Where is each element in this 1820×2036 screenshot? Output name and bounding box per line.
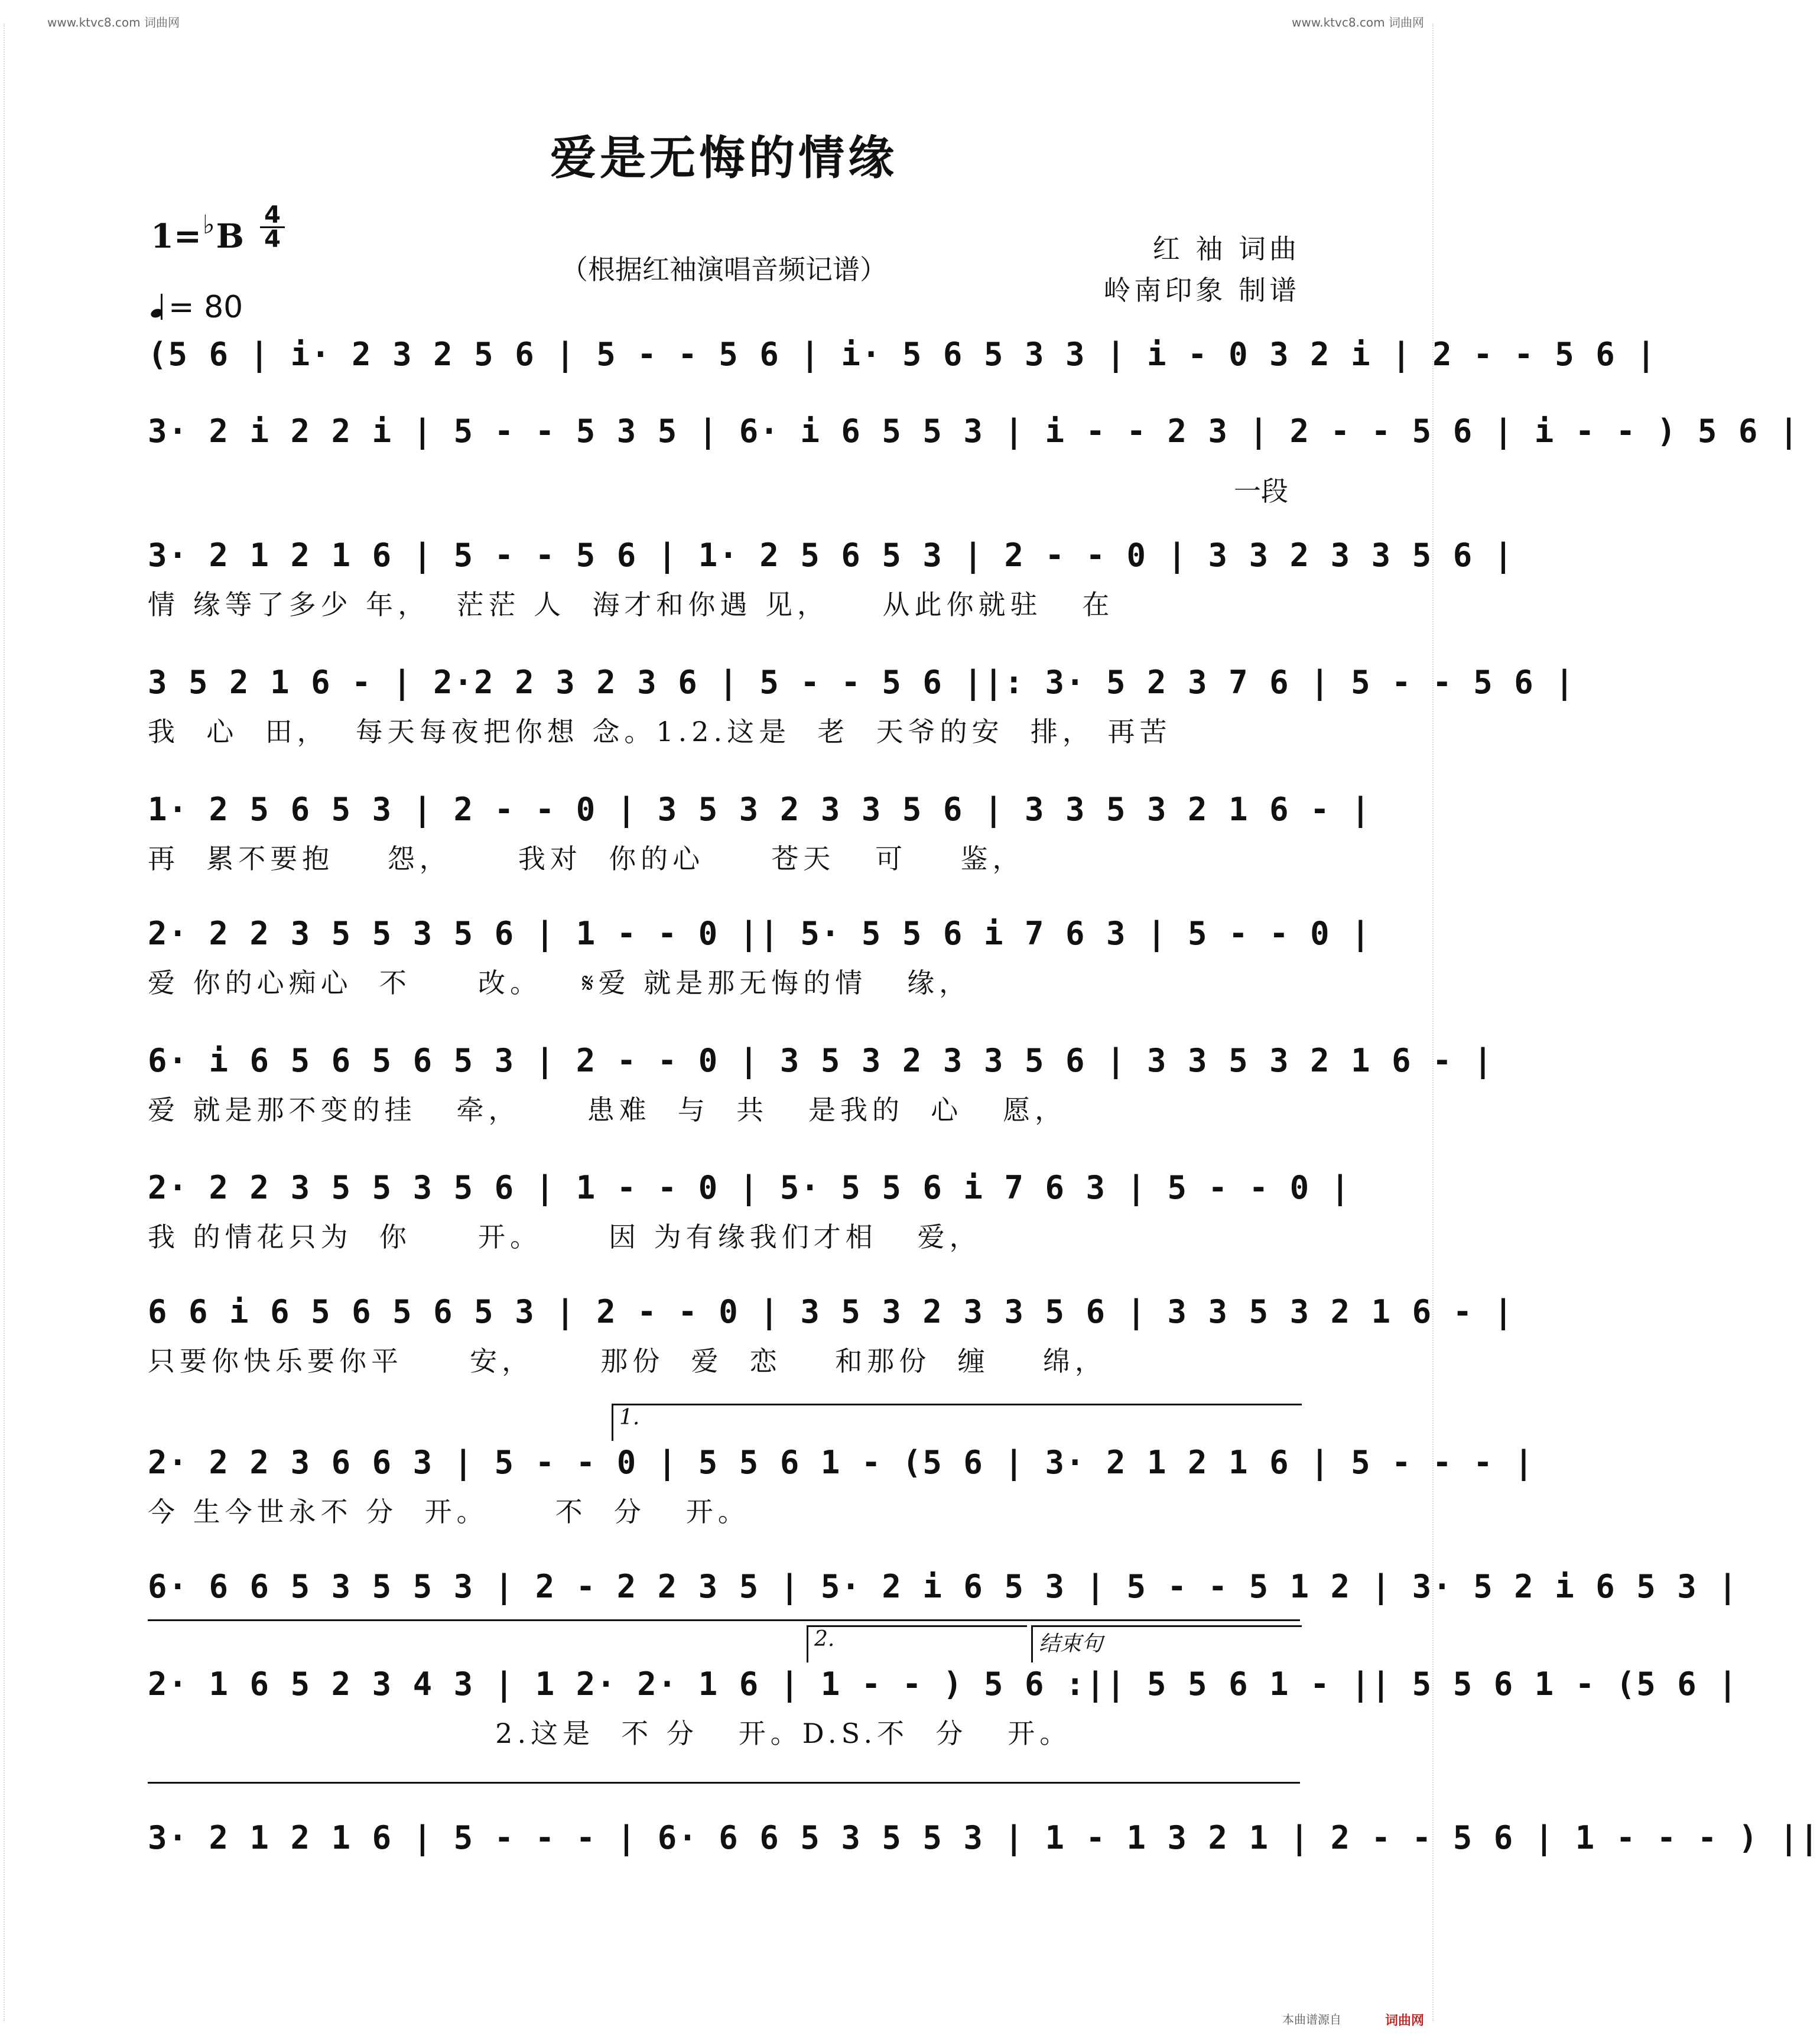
site-header-left: www.ktvc8.com 词曲网 xyxy=(47,15,180,30)
notation-row: (5 6 | i· 2 3 2 5 6 | 5 - - 5 6 | i· 5 6 5 3 3 | i - 0 3 2 i | 2 - - 5 6 | xyxy=(148,336,1657,373)
tempo-value: = 80 xyxy=(168,290,243,325)
notation-row: 6 6 i 6 5 6 5 6 5 3 | 2 - - 0 | 3 5 3 2 3 3 5 6 | 3 3 5 3 2 1 6 - | xyxy=(148,1293,1514,1330)
score-line-9 xyxy=(148,1291,1514,1379)
key-letter: B xyxy=(216,217,244,256)
meter-top: 4 xyxy=(264,202,281,229)
lyrics-row: 再 累不要抱 怨， 我对 你的心 苍天 可 鉴， xyxy=(148,843,1025,875)
notation-row: 2· 2 2 3 5 5 3 5 6 | 1 - - 0 || 5· 5 5 6 i 7 6 3 | 5 - - 0 | xyxy=(148,915,1372,952)
quarter-note-stem xyxy=(161,294,162,320)
song-title: 爱是无悔的情缘 xyxy=(550,131,898,185)
tempo-marking xyxy=(151,290,243,325)
notation-row: 3· 2 1 2 1 6 | 5 - - 5 6 | 1· 2 5 6 5 3 | 2 - - 0 | 3 3 2 3 3 5 6 | xyxy=(148,537,1514,574)
final-line-rule xyxy=(148,1782,1300,1784)
score-line-4 xyxy=(148,662,1575,749)
notation-row: 1· 2 5 6 5 3 | 2 - - 0 | 3 5 3 2 3 3 5 6 | 3 3 5 3 2 1 6 - | xyxy=(148,791,1372,828)
notation-row: 2· 2 2 3 5 5 3 5 6 | 1 - - 0 | 5· 5 5 6 i 7 6 3 | 5 - - 0 | xyxy=(148,1169,1351,1206)
lyrics-row: 爱 你的心痴心 不 改。 𝄋爱 就是那无悔的情 缘， xyxy=(148,967,971,999)
right-watermark-strip xyxy=(1432,24,1444,2021)
credit-transcriber: 岭南印象 制谱 xyxy=(1103,274,1300,306)
score-line-13 xyxy=(148,1817,1820,1859)
first-ending-bracket xyxy=(612,1404,1302,1441)
time-signature xyxy=(260,204,285,251)
first-ending-continuation-line xyxy=(148,1619,1300,1621)
section-label-verse-1: 一段 xyxy=(1234,475,1288,507)
key-prefix: 1= xyxy=(151,217,202,256)
notation-row: 6· i 6 5 6 5 6 5 3 | 2 - - 0 | 3 5 3 2 3 3 5 6 | 3 3 5 3 2 1 6 - | xyxy=(148,1042,1494,1079)
flat-icon: ♭ xyxy=(202,210,215,240)
lyrics-row: 今 生今世永不 分 开。 不 分 开。 xyxy=(148,1496,750,1528)
score-line-2 xyxy=(148,411,1800,452)
notation-row: 3 5 2 1 6 - | 2·2 2 3 2 3 6 | 5 - - 5 6 ||: 3· 5 2 3 7 6 | 5 - - 5 6 | xyxy=(148,664,1575,701)
meter-bottom: 4 xyxy=(260,226,285,251)
score-line-12 xyxy=(148,1664,1738,1751)
lyrics-row: 情 缘等了多少 年， 茫茫 人 海才和你遇 见， 从此你就驻 在 xyxy=(148,589,1114,621)
score-line-5 xyxy=(148,789,1372,876)
notation-row: 2· 1 6 5 2 3 4 3 | 1 2· 2· 1 6 | 1 - - ) 5 6 :|| 5 5 6 1 - || 5 5 6 1 - (5 6 | xyxy=(148,1665,1738,1703)
coda-bracket xyxy=(1031,1625,1302,1662)
coda-label: 结束句 xyxy=(1039,1632,1103,1656)
score-line-11 xyxy=(148,1566,1738,1608)
lyrics-row: 爱 就是那不变的挂 牵， 患难 与 共 是我的 心 愿， xyxy=(148,1094,1067,1126)
footer-source-text: 本曲谱源自 xyxy=(1282,2012,1341,2027)
score-line-3 xyxy=(148,535,1514,622)
notation-row: 3· 2 i 2 2 i | 5 - - 5 3 5 | 6· i 6 5 5 3 | i - - 2 3 | 2 - - 5 6 | i - - ) 5 6 | xyxy=(148,413,1800,450)
credit-lyrics-music: 红 袖 词曲 xyxy=(1152,233,1300,265)
first-ending-label: 1. xyxy=(619,1405,640,1430)
second-ending-label: 2. xyxy=(814,1627,835,1651)
score-line-8 xyxy=(148,1167,1351,1255)
second-ending-bracket xyxy=(807,1625,1027,1662)
footer-brand: 词曲网 xyxy=(1384,2014,1424,2028)
score-line-6 xyxy=(148,913,1372,1001)
lyrics-row: 我 心 田， 每天每夜把你想 念。1.2.这是 老 天爷的安 排， 再苦 xyxy=(148,716,1172,748)
notation-row: 6· 6 6 5 3 5 5 3 | 2 - 2 2 3 5 | 5· 2 i 6 5 3 | 5 - - 5 1 2 | 3· 5 2 i 6 5 3 | xyxy=(148,1568,1738,1605)
score-line-1 xyxy=(148,334,1657,375)
lyrics-row: 2.这是 不 分 开。D.S.不 分 开。 xyxy=(148,1717,1072,1749)
lyrics-row: 我 的情花只为 你 开。 因 为有缘我们才相 爱， xyxy=(148,1221,982,1253)
notation-row: 3· 2 1 2 1 6 | 5 - - - | 6· 6 6 5 3 5 5 3 | 1 - 1 3 2 1 | 2 - - 5 6 | 1 - - - ) || xyxy=(148,1819,1820,1856)
lyrics-row: 只要你快乐要你平 安， 那份 爱 恋 和那份 缠 绵， xyxy=(148,1345,1107,1377)
score-line-7 xyxy=(148,1040,1494,1128)
site-header-right: www.ktvc8.com 词曲网 xyxy=(1291,15,1424,30)
notation-row: 2· 2 2 3 6 6 3 | 5 - - 0 | 5 5 6 1 - (5 6 | 3· 2 1 2 1 6 | 5 - - - | xyxy=(148,1444,1535,1481)
score-line-10 xyxy=(148,1442,1535,1530)
subtitle: （根据红袖演唱音频记谱） xyxy=(561,254,887,285)
left-watermark-strip xyxy=(4,24,15,2021)
